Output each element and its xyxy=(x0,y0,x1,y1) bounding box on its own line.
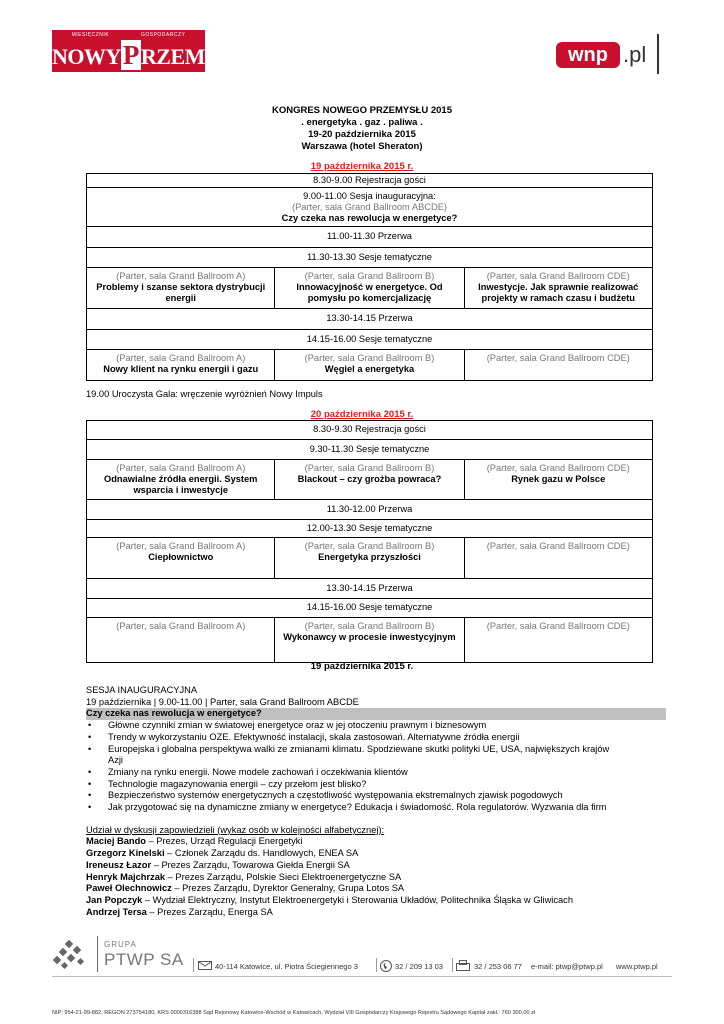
table-row xyxy=(87,227,653,248)
list-item: • Jak przygotować się na dynamiczne zmiany w energetyce? Edukacja i świadomość. Rola regulatorów. Wyzwania dla firm xyxy=(86,802,688,814)
speaker-name: Henryk Majchrzak xyxy=(86,871,166,882)
speaker-item xyxy=(86,895,688,907)
session-title: Węgiel a energetyka xyxy=(324,364,415,374)
opening-title: Czy czeka nas rewolucja w energetyce? xyxy=(281,213,458,223)
congress-venue: Warszawa (hotel Sheraton) xyxy=(301,141,423,152)
session-cell xyxy=(275,268,464,309)
footer-divider xyxy=(452,958,453,972)
day1-sessions1: 11.30-13.30 Sesje tematyczne xyxy=(87,248,653,268)
nowy-przemysl-logo xyxy=(52,30,247,72)
logo-np-word1: NOWY xyxy=(52,44,121,69)
speaker-role: – Wydział Elektryczny, Instytut Elektroenergetyki i Sterowania Układów, Politechnika Śląska w Gliwicach xyxy=(142,894,574,905)
session-room: (Parter, sala Grand Ballroom CDE) xyxy=(486,621,630,631)
session-cell xyxy=(87,538,275,579)
session-room: (Parter, sala Grand Ballroom B) xyxy=(304,621,435,631)
list-item: • Zmiany na rynku energii. Nowe modele zachowań i oczekiwania klientów xyxy=(86,767,688,779)
day1-break1: 11.00-11.30 Przerwa xyxy=(87,227,653,248)
session-room: (Parter, sala Grand Ballroom B) xyxy=(304,271,435,281)
session-title: Ciepłownictwo xyxy=(148,552,214,562)
speaker-role: – Członek Zarządu ds. Handlowych, ENEA SA xyxy=(164,848,359,859)
speaker-item xyxy=(86,836,688,848)
table-row xyxy=(87,330,653,350)
session-room: (Parter, sala Grand Ballroom A) xyxy=(116,621,246,631)
speaker-item xyxy=(86,860,688,872)
speaker-item xyxy=(86,907,688,919)
table-row xyxy=(87,188,653,227)
speaker-role: – Prezes Zarządu, Polskie Sieci Elektroenergetyczne SA xyxy=(165,871,402,882)
session-title: Odnawialne źródła energii. System wsparcia i inwestycje xyxy=(104,474,258,495)
table-row xyxy=(87,309,653,330)
session-title-band: Czy czeka nas rewolucja w energetyce? xyxy=(86,708,666,720)
footer-address: 40-114 Katowice, ul. Piotra Ściegiennego 3 xyxy=(215,962,358,971)
session-cell xyxy=(87,268,275,309)
session-room: (Parter, sala Grand Ballroom B) xyxy=(304,541,435,551)
gala-note: 19.00 Uroczysta Gala: wręczenie wyróżnień Nowy Impuls xyxy=(86,389,323,399)
session-cell xyxy=(87,350,275,381)
session-cell xyxy=(275,538,464,579)
list-item xyxy=(86,744,688,767)
footer-www: www.ptwp.pl xyxy=(616,962,658,971)
session-meta: 19 października | 9.00-11.00 | Parter, sala Grand Ballroom ABCDE xyxy=(86,696,359,707)
wnp-logo xyxy=(556,42,666,74)
congress-sectors: . energetyka . gaz . paliwa . xyxy=(301,117,423,128)
speaker-name: Maciej Bando xyxy=(86,836,146,847)
table-row xyxy=(87,579,653,599)
opening-time: 9.00-11.00 Sesja inauguracyjna: xyxy=(303,191,436,201)
wnp-logo-suffix: .pl xyxy=(623,42,647,67)
table-row xyxy=(87,500,653,520)
phone-icon xyxy=(380,960,392,972)
session-room: (Parter, sala Grand Ballroom B) xyxy=(304,463,435,473)
day2-schedule-table xyxy=(86,420,653,663)
session-title: Nowy klient na rynku energii i gazu xyxy=(103,364,259,374)
session-room: (Parter, sala Grand Ballroom A) xyxy=(116,463,246,473)
day1-break2: 13.30-14.15 Przerwa xyxy=(87,309,653,330)
speaker-name: Jan Popczyk xyxy=(86,894,143,905)
day2-break2: 13.30-14.15 Przerwa xyxy=(87,579,653,599)
table-row xyxy=(87,618,653,663)
footer-divider xyxy=(376,958,377,972)
speaker-name: Grzegorz Kinelski xyxy=(86,848,165,859)
congress-dates: 19-20 października 2015 xyxy=(308,129,416,140)
speaker-name: Andrzej Tersa xyxy=(86,906,147,917)
session-title: Innowacyjność w energetyce. Od pomysłu po komercjalizację xyxy=(296,282,443,303)
speaker-name: Paweł Olechnowicz xyxy=(86,883,172,894)
speaker-item xyxy=(86,883,688,895)
table-row xyxy=(87,440,653,460)
speaker-item xyxy=(86,848,688,860)
day1-label: 19 października 2015 r. xyxy=(310,161,414,172)
day2-break1: 11.30-12.00 Przerwa xyxy=(87,500,653,520)
session-cell xyxy=(464,268,653,309)
footer-group-label: GRUPA xyxy=(104,940,137,949)
speaker-role: – Prezes Zarządu, Towarowa Giełda Energii SA xyxy=(151,859,350,870)
table-row xyxy=(87,538,653,579)
session-title: Problemy i szanse sektora dystrybucji energii xyxy=(96,282,266,303)
address-icon xyxy=(198,961,212,970)
footer-phone: 32 / 209 13 03 xyxy=(395,962,443,971)
day2-sessions1: 9.30-11.30 Sesje tematyczne xyxy=(87,440,653,460)
footer-separator xyxy=(97,936,98,972)
detail-day-heading: 19 października 2015 r. xyxy=(310,661,414,672)
footer-email: e-mail: ptwp@ptwp.pl xyxy=(531,962,603,971)
speaker-item xyxy=(86,872,688,884)
day2-sessions3: 14.15-16.00 Sesje tematyczne xyxy=(87,599,653,618)
topic-wrap: Azji xyxy=(108,755,123,766)
speaker-role: – Prezes, Urząd Regulacji Energetyki xyxy=(145,836,303,847)
table-row xyxy=(87,248,653,268)
table-row xyxy=(87,520,653,538)
congress-title: KONGRES NOWEGO PRZEMYSŁU 2015 xyxy=(271,105,452,116)
footer-fax: 32 / 253 06 77 xyxy=(474,962,522,971)
table-row xyxy=(87,460,653,500)
list-item: • Bezpieczeństwo systemów energetycznych a częstotliwość występowania ekstremalnych zjawisk pogodowych xyxy=(86,790,688,802)
session-cell xyxy=(275,618,464,663)
logo-np-top-left: MIESIĘCZNIK xyxy=(71,32,110,38)
table-row xyxy=(87,599,653,618)
session-label: SESJA INAUGURACYJNA xyxy=(86,685,198,695)
session-room: (Parter, sala Grand Ballroom B) xyxy=(304,353,435,363)
opening-room: (Parter, sala Grand Ballroom ABCDE) xyxy=(291,202,447,212)
session-cell xyxy=(275,460,464,500)
topic-text: Europejska i globalna perspektywa walki ze zmianami klimatu. Spodziewane skutki polityki UE, USA, największych krajów xyxy=(108,743,610,754)
logo-np-top-right: GOSPODARCZY xyxy=(140,32,186,38)
fax-icon xyxy=(456,960,470,971)
list-item: • Główne czynniki zmian w światowej energetyce oraz w jej otoczeniu prawnym i biznesowym xyxy=(86,720,688,732)
list-item: • Technologie magazynowania energii – czy przełom jest blisko? xyxy=(86,779,688,791)
day1-registration: 8.30-9.00 Rejestracja gości xyxy=(87,174,653,188)
table-row xyxy=(87,268,653,309)
session-room: (Parter, sala Grand Ballroom CDE) xyxy=(486,271,630,281)
wnp-logo-bar xyxy=(657,34,659,74)
footer-group-name: PTWP SA xyxy=(104,950,184,969)
session-title: Blackout – czy grożba powraca? xyxy=(297,474,442,484)
session-room: (Parter, sala Grand Ballroom A) xyxy=(116,541,246,551)
speaker-role: – Prezes Zarządu, Dyrektor Generalny, Grupa Lotos SA xyxy=(171,883,405,894)
wnp-logo-main: wnp xyxy=(556,42,620,68)
day1-sessions2: 14.15-16.00 Sesje tematyczne xyxy=(87,330,653,350)
speaker-name: Ireneusz Łazor xyxy=(86,859,152,870)
logo-np-initial: P xyxy=(122,40,139,70)
day1-opening-session xyxy=(87,188,653,227)
speakers-heading: Udział w dyskusji zapowiedzieli (wykaz osób w kolejności alfabetycznej): xyxy=(86,824,385,835)
session-room: (Parter, sala Grand Ballroom A) xyxy=(116,353,246,363)
session-cell xyxy=(464,618,653,663)
session-cell xyxy=(275,350,464,381)
table-row xyxy=(87,421,653,440)
footer-rule xyxy=(52,976,672,977)
table-row xyxy=(87,350,653,381)
opening-session-detail xyxy=(86,685,688,918)
logo-np-word2: RZEMYSŁ xyxy=(140,44,247,69)
session-title: Wykonawcy w procesie inwestycyjnym xyxy=(283,632,456,642)
session-cell xyxy=(87,460,275,500)
session-title: Inwestycje. Jak sprawnie realizować projekty w ramach czasu i budżetu xyxy=(478,282,639,303)
session-room: (Parter, sala Grand Ballroom A) xyxy=(116,271,246,281)
speaker-role: – Prezes Zarządu, Energa SA xyxy=(146,906,273,917)
session-room: (Parter, sala Grand Ballroom CDE) xyxy=(486,541,630,551)
session-room: (Parter, sala Grand Ballroom CDE) xyxy=(486,353,630,363)
session-cell xyxy=(464,538,653,579)
day2-label: 20 października 2015 r. xyxy=(310,409,414,420)
table-row xyxy=(87,174,653,188)
day2-registration: 8.30-9.30 Rejestracja gości xyxy=(87,421,653,440)
topics-list xyxy=(86,720,688,814)
session-title: Energetyka przyszłości xyxy=(318,552,421,562)
footer-legal: NIP: 954-21-99-882, REGON 273754180, KRS 0000316388 Sąd Rejonowy Katowice-Wschód w Katowicach, Wydział VIII Gospodarczy Krajowego Rejestru Sądowego Kapitał zakł.: 760 300,00 zł xyxy=(52,1010,536,1016)
session-cell xyxy=(87,618,275,663)
day2-sessions2: 12.00-13.30 Sesje tematyczne xyxy=(87,520,653,538)
session-cell xyxy=(464,460,653,500)
session-title: Rynek gazu w Polsce xyxy=(511,474,606,484)
session-cell xyxy=(464,350,653,381)
day1-schedule-table xyxy=(86,173,653,381)
footer-divider xyxy=(193,958,194,972)
session-room: (Parter, sala Grand Ballroom CDE) xyxy=(486,463,630,473)
list-item: • Trendy w wykorzystaniu OZE. Efektywność instalacji, skala zastosowań. Alternatywne źródła energii xyxy=(86,732,688,744)
